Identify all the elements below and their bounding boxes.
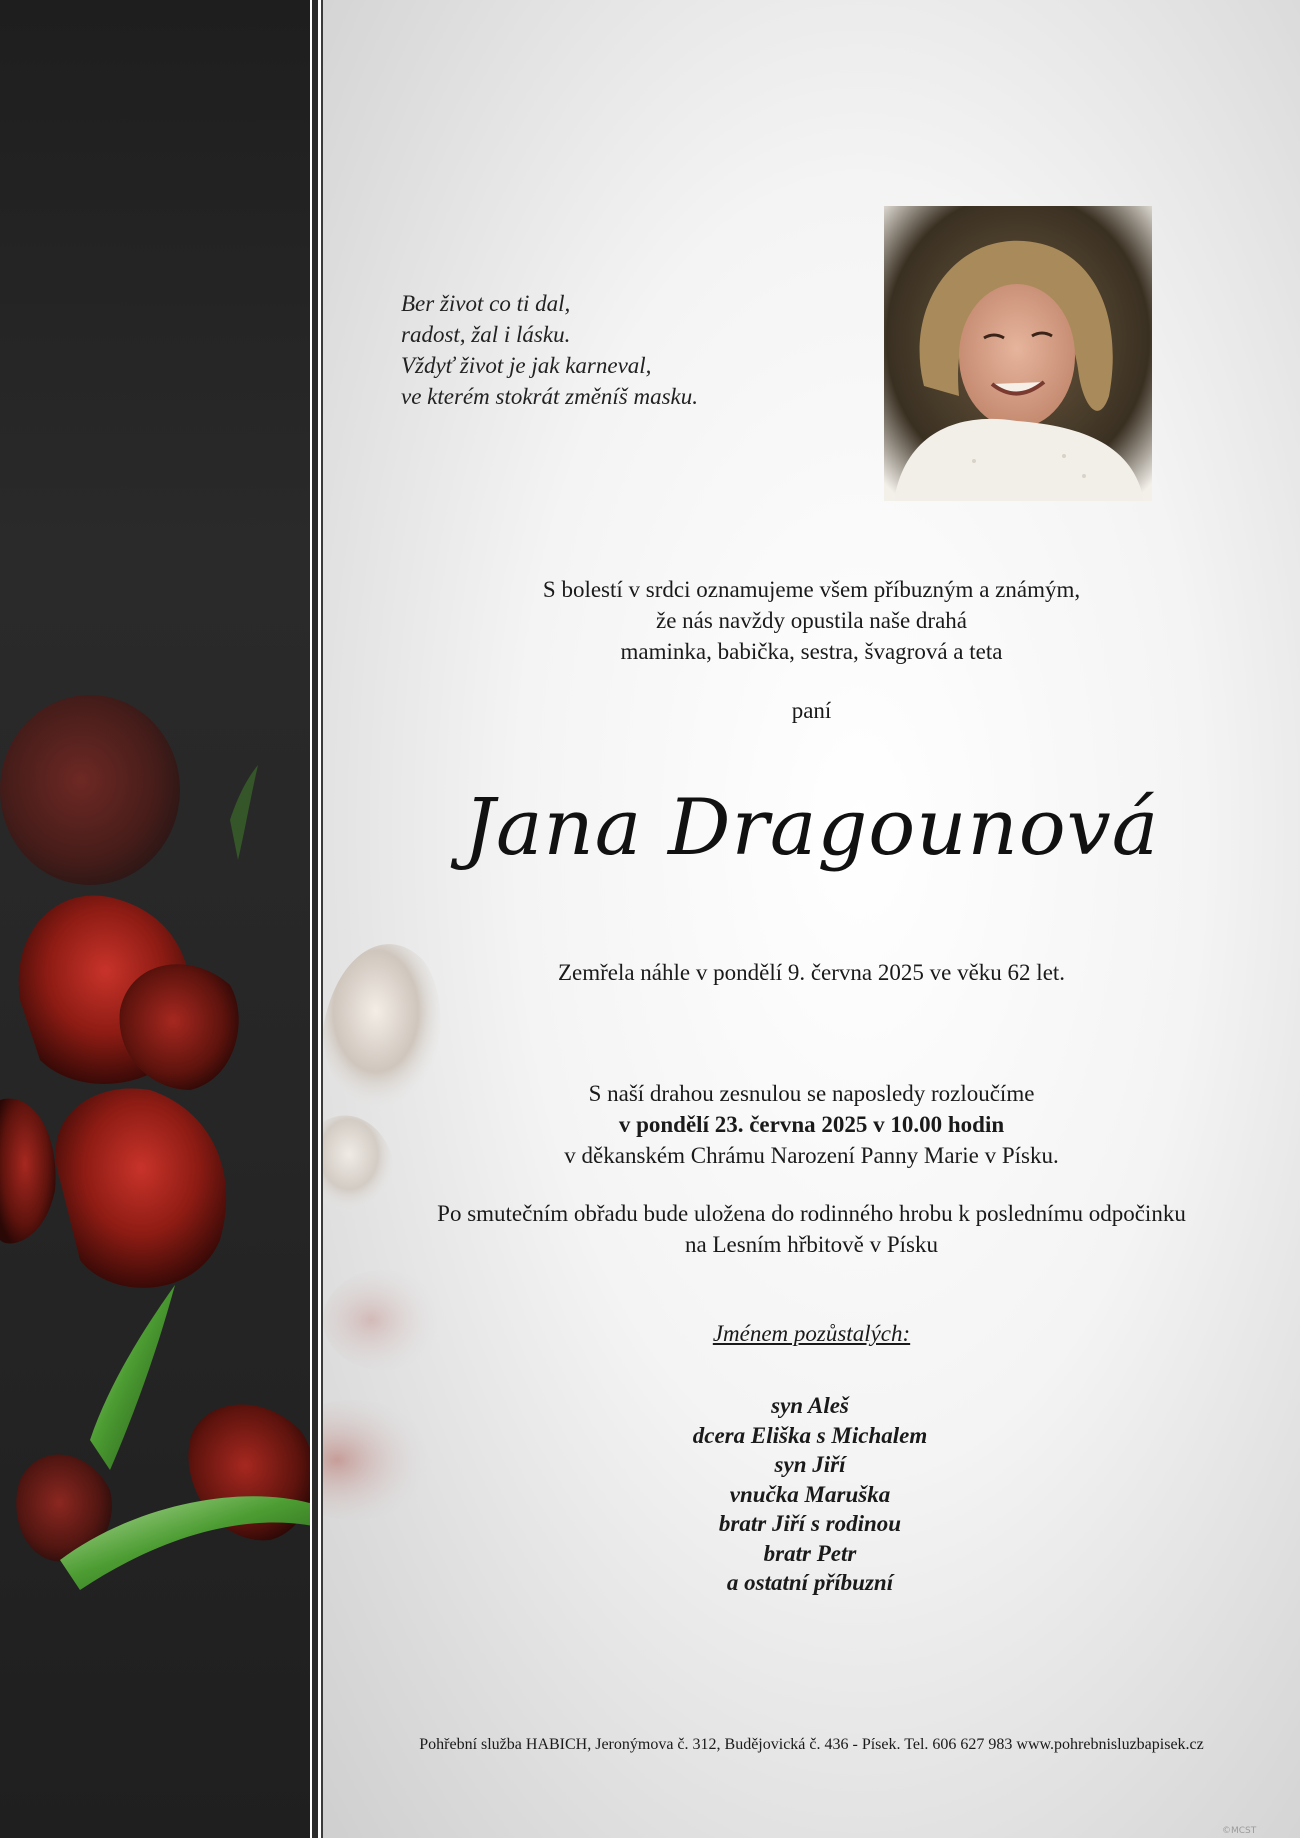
copyright-watermark: ©MCST (1222, 1826, 1257, 1836)
death-notice: Zemřela náhle v pondělí 9. června 2025 ve věku 62 let. (557, 960, 1066, 985)
funeral-date: v pondělí 23. června 2025 v 10.00 hodin (618, 1112, 1005, 1137)
funeral-line: S naší drahou zesnulou se naposledy rozloučíme (588, 1081, 1035, 1106)
poem (401, 288, 821, 412)
announcement-line: S bolestí v srdci oznamujeme všem příbuzným a známým, (542, 577, 1081, 602)
poem-line: Ber život co ti dal, (401, 291, 571, 316)
mourner: syn Aleš (771, 1393, 849, 1418)
tulip-illustration (0, 0, 310, 1838)
mourner: vnučka Maruška (729, 1481, 891, 1507)
burial-line: Po smutečním obřadu bude uložena do rodinného hrobu k poslednímu odpočinku (437, 1201, 1186, 1226)
burial-details (323, 1198, 1300, 1260)
mourners-list (560, 1391, 1060, 1598)
vertical-rule-thick (312, 0, 318, 1838)
burial-line: na Lesním hřbitově v Písku (685, 1232, 938, 1257)
funeral-venue: v děkanském Chrámu Narození Panny Marie v Písku. (564, 1143, 1059, 1168)
announcement-line: že nás navždy opustila naše drahá (655, 608, 968, 633)
mourner: syn Jiří (774, 1452, 846, 1477)
tulip-band (0, 0, 310, 1838)
poem-line: Vždyť život je jak karneval, (401, 353, 652, 378)
mourner: a ostatní příbuzní (726, 1570, 894, 1595)
deceased-name: Jana Dragounová (463, 783, 1160, 873)
mourner: bratr Petr (763, 1540, 857, 1566)
mourner: dcera Eliška s Michalem (692, 1422, 928, 1448)
poem-line: ve kterém stokrát změníš masku. (401, 384, 699, 409)
honorific: paní (791, 698, 832, 723)
funeral-service-footer: Pohřební služba HABICH, Jeronýmova č. 312, Budějovická č. 436 - Písek. Tel. 606 627 983 www.pohrebnisluzbapisek.cz (419, 1736, 1204, 1753)
poem-line: radost, žal i lásku. (401, 322, 571, 347)
portrait-photo (884, 206, 1152, 501)
announcement-line: maminka, babička, sestra, švagrová a teta (620, 639, 1003, 664)
funeral-details (323, 1078, 1300, 1171)
mourner: bratr Jiří s rodinou (718, 1511, 902, 1536)
mourners-heading: Jménem pozůstalých: (712, 1321, 911, 1346)
announcement (323, 574, 1300, 667)
